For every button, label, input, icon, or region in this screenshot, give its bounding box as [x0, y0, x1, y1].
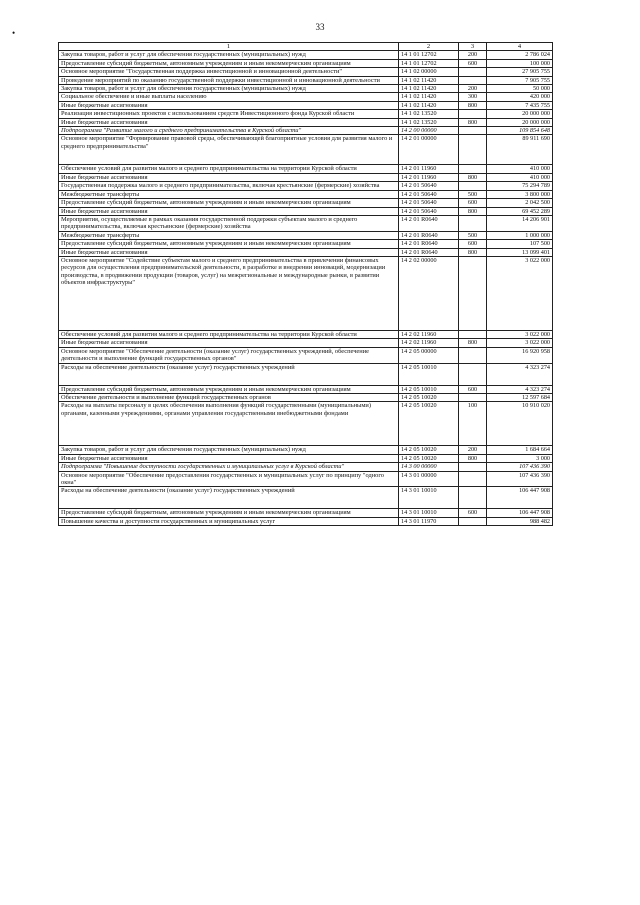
- row-expense-type-cell: 200: [459, 51, 487, 59]
- row-sum-cell: 3 022 000: [487, 256, 553, 330]
- row-expense-type-cell: 200: [459, 85, 487, 93]
- row-name-cell: Иные бюджетные ассигнования: [59, 173, 399, 181]
- margin-dot: •: [12, 28, 16, 38]
- table-row: [59, 487, 553, 509]
- page-number: 33: [315, 22, 325, 32]
- row-sum-cell: 3 800 000: [487, 190, 553, 198]
- row-name-cell: Основное мероприятие "Обеспечение предоставления государственных и муниципальных услуг по принципу "одного окна": [59, 471, 399, 487]
- row-expense-type-cell: [459, 517, 487, 525]
- row-expense-type-cell: 600: [459, 59, 487, 67]
- row-code-cell: 14 2 01 11960: [399, 173, 459, 181]
- row-name-cell: Иные бюджетные ассигнования: [59, 248, 399, 256]
- row-expense-type-cell: [459, 182, 487, 190]
- row-sum-cell: 106 447 908: [487, 509, 553, 517]
- row-expense-type-cell: [459, 127, 487, 135]
- row-code-cell: 14 3 01 10010: [399, 509, 459, 517]
- table-row: [59, 68, 553, 76]
- row-expense-type-cell: [459, 463, 487, 471]
- row-name-cell: Расходы на выплаты персоналу в целях обеспечения выполнения функций государственными (муниципальными) органами, казенными учреждениями, органами управления государственными внебюджетными фондами: [59, 402, 399, 446]
- row-sum-cell: 75 294 789: [487, 182, 553, 190]
- row-name-cell: Подпрограмма "Развитие малого и среднего предпринимательства в Курской области": [59, 127, 399, 135]
- row-sum-cell: 13 099 401: [487, 248, 553, 256]
- row-expense-type-cell: [459, 215, 487, 231]
- table-row: [59, 240, 553, 248]
- row-code-cell: 14 2 05 10020: [399, 402, 459, 446]
- table-body: [59, 51, 553, 526]
- row-sum-cell: 14 206 901: [487, 215, 553, 231]
- row-code-cell: 14 2 01 R0640: [399, 240, 459, 248]
- row-code-cell: 14 2 01 R0640: [399, 248, 459, 256]
- row-sum-cell: 410 000: [487, 165, 553, 173]
- table-row: [59, 199, 553, 207]
- row-name-cell: Социальное обеспечение и иные выплаты населению: [59, 93, 399, 101]
- row-expense-type-cell: 500: [459, 231, 487, 239]
- row-code-cell: 14 2 05 10020: [399, 454, 459, 462]
- table-row: [59, 101, 553, 109]
- table-row: [59, 402, 553, 446]
- row-expense-type-cell: 600: [459, 199, 487, 207]
- table-row: [59, 446, 553, 454]
- row-expense-type-cell: [459, 487, 487, 509]
- table-row: [59, 393, 553, 401]
- row-sum-cell: 2 786 024: [487, 51, 553, 59]
- row-expense-type-cell: [459, 165, 487, 173]
- table-row: [59, 85, 553, 93]
- row-expense-type-cell: 600: [459, 385, 487, 393]
- row-expense-type-cell: [459, 471, 487, 487]
- row-sum-cell: 4 323 274: [487, 363, 553, 385]
- row-code-cell: 14 2 05 10010: [399, 385, 459, 393]
- row-name-cell: Предоставление субсидий бюджетным, автономным учреждениям и иным некоммерческим организациям: [59, 509, 399, 517]
- row-code-cell: 14 2 05 00000: [399, 347, 459, 363]
- row-code-cell: 14 2 01 R0640: [399, 215, 459, 231]
- row-name-cell: Иные бюджетные ассигнования: [59, 101, 399, 109]
- table-row: [59, 248, 553, 256]
- table-row: [59, 509, 553, 517]
- row-sum-cell: 4 323 274: [487, 385, 553, 393]
- row-name-cell: Основное мероприятие "Государственная поддержка инвестиционной и инновационной деятельности": [59, 68, 399, 76]
- row-sum-cell: 10 910 020: [487, 402, 553, 446]
- row-expense-type-cell: 800: [459, 101, 487, 109]
- row-sum-cell: 2 042 500: [487, 199, 553, 207]
- row-name-cell: Иные бюджетные ассигнования: [59, 454, 399, 462]
- row-sum-cell: 420 000: [487, 93, 553, 101]
- table-row: [59, 118, 553, 126]
- row-name-cell: Закупка товаров, работ и услуг для обеспечения государственных (муниципальных) нужд: [59, 85, 399, 93]
- row-expense-type-cell: 800: [459, 207, 487, 215]
- row-code-cell: 14 2 05 10010: [399, 363, 459, 385]
- row-name-cell: Основное мероприятие "Формирование правовой среды, обеспечивающей благоприятные условия для развития малого и среднего предпринимательства": [59, 135, 399, 165]
- row-expense-type-cell: [459, 76, 487, 84]
- row-name-cell: Предоставление субсидий бюджетным, автономным учреждениям и иным некоммерческим организациям: [59, 59, 399, 67]
- row-code-cell: 14 2 02 00000: [399, 256, 459, 330]
- row-expense-type-cell: [459, 393, 487, 401]
- row-name-cell: Обеспечение условий для развития малого и среднего предпринимательства на территории Курской области: [59, 165, 399, 173]
- row-code-cell: 14 1 02 11420: [399, 93, 459, 101]
- table-row: [59, 347, 553, 363]
- row-code-cell: 14 2 05 10020: [399, 393, 459, 401]
- row-code-cell: 14 1 01 12702: [399, 51, 459, 59]
- row-expense-type-cell: 600: [459, 509, 487, 517]
- row-name-cell: Предоставление субсидий бюджетным, автономным учреждениям и иным некоммерческим организациям: [59, 199, 399, 207]
- row-name-cell: Закупка товаров, работ и услуг для обеспечения государственных (муниципальных) нужд: [59, 51, 399, 59]
- row-code-cell: 14 1 02 13520: [399, 110, 459, 118]
- row-code-cell: 14 2 02 11960: [399, 330, 459, 338]
- row-code-cell: 14 2 05 10020: [399, 446, 459, 454]
- row-sum-cell: 16 920 958: [487, 347, 553, 363]
- table-row: [59, 135, 553, 165]
- table-row: [59, 385, 553, 393]
- row-code-cell: 14 3 01 10010: [399, 487, 459, 509]
- row-name-cell: Проведение мероприятий по оказанию государственной поддержки инвестиционной и инновационной деятельности: [59, 76, 399, 84]
- row-name-cell: Обеспечение деятельности и выполнение функций государственных органов: [59, 393, 399, 401]
- row-name-cell: Иные бюджетные ассигнования: [59, 339, 399, 347]
- row-sum-cell: 89 911 690: [487, 135, 553, 165]
- row-name-cell: Иные бюджетные ассигнования: [59, 207, 399, 215]
- row-name-cell: Государственная поддержка малого и среднего предпринимательства, включая крестьянские (фермерские) хозяйства: [59, 182, 399, 190]
- row-sum-cell: 3 022 000: [487, 330, 553, 338]
- row-expense-type-cell: 800: [459, 118, 487, 126]
- row-code-cell: 14 2 02 11960: [399, 339, 459, 347]
- row-name-cell: Подпрограмма "Повышение доступности государственных и муниципальных услуг в Курской области": [59, 463, 399, 471]
- row-expense-type-cell: 800: [459, 339, 487, 347]
- row-code-cell: 14 1 01 12702: [399, 59, 459, 67]
- table-row: [59, 256, 553, 330]
- row-name-cell: Расходы на обеспечение деятельности (оказание услуг) государственных учреждений: [59, 487, 399, 509]
- row-sum-cell: 410 000: [487, 173, 553, 181]
- table-row: [59, 215, 553, 231]
- row-code-cell: 14 2 01 11960: [399, 165, 459, 173]
- table-row: [59, 190, 553, 198]
- row-name-cell: Реализация инвестиционных проектов с использованием средств Инвестиционного фонда Курской области: [59, 110, 399, 118]
- row-name-cell: Мероприятия, осуществляемые в рамках оказания государственной поддержки субъектам малого и среднего предпринимательства, включая крестьянские (фермерские) хозяйства: [59, 215, 399, 231]
- table-row: [59, 51, 553, 59]
- table-row: [59, 59, 553, 67]
- row-code-cell: 14 1 02 13520: [399, 118, 459, 126]
- table-row: [59, 330, 553, 338]
- row-code-cell: 14 2 01 00000: [399, 135, 459, 165]
- table-row: [59, 182, 553, 190]
- row-sum-cell: 20 000 000: [487, 118, 553, 126]
- row-code-cell: 14 2 01 50640: [399, 199, 459, 207]
- table-row: [59, 339, 553, 347]
- row-sum-cell: 3 000: [487, 454, 553, 462]
- row-code-cell: 14 1 02 11420: [399, 85, 459, 93]
- row-expense-type-cell: [459, 330, 487, 338]
- row-expense-type-cell: [459, 135, 487, 165]
- row-sum-cell: 988 482: [487, 517, 553, 525]
- row-expense-type-cell: [459, 347, 487, 363]
- header-col-4: 4: [487, 43, 553, 51]
- row-name-cell: Основное мероприятие "Обеспечение деятельности (оказание услуг) государственных учреждений, обеспечение деятельности и выполнение функций государственных органов": [59, 347, 399, 363]
- row-expense-type-cell: 600: [459, 240, 487, 248]
- row-name-cell: Межбюджетные трансферты: [59, 231, 399, 239]
- row-code-cell: 14 1 02 11420: [399, 76, 459, 84]
- row-sum-cell: 20 000 000: [487, 110, 553, 118]
- row-name-cell: Предоставление субсидий бюджетным, автономным учреждениям и иным некоммерческим организациям: [59, 240, 399, 248]
- row-sum-cell: 3 022 000: [487, 339, 553, 347]
- table-row: [59, 110, 553, 118]
- row-sum-cell: 12 597 684: [487, 393, 553, 401]
- row-code-cell: 14 3 00 00000: [399, 463, 459, 471]
- row-expense-type-cell: 100: [459, 402, 487, 446]
- row-code-cell: 14 2 01 50640: [399, 207, 459, 215]
- header-col-3: 3: [459, 43, 487, 51]
- table-row: [59, 93, 553, 101]
- row-sum-cell: 106 447 908: [487, 487, 553, 509]
- row-sum-cell: 1 000 000: [487, 231, 553, 239]
- row-sum-cell: 7 435 755: [487, 101, 553, 109]
- row-name-cell: Иные бюджетные ассигнования: [59, 118, 399, 126]
- budget-table: [58, 42, 553, 526]
- row-sum-cell: 27 905 755: [487, 68, 553, 76]
- table-row: [59, 463, 553, 471]
- table-row: [59, 231, 553, 239]
- row-expense-type-cell: 200: [459, 446, 487, 454]
- row-code-cell: 14 2 01 50640: [399, 190, 459, 198]
- table-row: [59, 76, 553, 84]
- table-row: [59, 363, 553, 385]
- row-sum-cell: 107 436 390: [487, 463, 553, 471]
- row-name-cell: Расходы на обеспечение деятельности (оказание услуг) государственных учреждений: [59, 363, 399, 385]
- table-row: [59, 517, 553, 525]
- row-name-cell: Основное мероприятие "Содействие субъектам малого и среднего предпринимательства в привлечении финансовых ресурсов для осуществления предпринимательской деятельности, в разработке и внедрении инноваций, модернизации производства, в продвижении продукции (товаров, услуг) на межрегиональные и международные рынки, в развитии объектов инфраструктуры": [59, 256, 399, 330]
- row-expense-type-cell: 800: [459, 173, 487, 181]
- row-code-cell: 14 3 01 00000: [399, 471, 459, 487]
- header-col-2: 2: [399, 43, 459, 51]
- row-expense-type-cell: [459, 363, 487, 385]
- header-col-1: 1: [59, 43, 399, 51]
- table-row: [59, 454, 553, 462]
- row-code-cell: 14 1 02 00000: [399, 68, 459, 76]
- table-header-row: [59, 43, 553, 51]
- row-name-cell: Повышение качества и доступности государственных и муниципальных услуг: [59, 517, 399, 525]
- row-sum-cell: 1 684 664: [487, 446, 553, 454]
- table-row: [59, 127, 553, 135]
- table-row: [59, 207, 553, 215]
- row-code-cell: 14 3 01 11970: [399, 517, 459, 525]
- row-sum-cell: 100 000: [487, 59, 553, 67]
- row-sum-cell: 7 905 755: [487, 76, 553, 84]
- row-expense-type-cell: [459, 110, 487, 118]
- row-expense-type-cell: 800: [459, 454, 487, 462]
- row-code-cell: 14 1 02 11420: [399, 101, 459, 109]
- row-expense-type-cell: [459, 256, 487, 330]
- row-sum-cell: 109 854 648: [487, 127, 553, 135]
- row-sum-cell: 69 452 289: [487, 207, 553, 215]
- row-name-cell: Обеспечение условий для развития малого и среднего предпринимательства на территории Курской области: [59, 330, 399, 338]
- row-code-cell: 14 2 00 00000: [399, 127, 459, 135]
- table-row: [59, 173, 553, 181]
- row-sum-cell: 107 436 390: [487, 471, 553, 487]
- row-name-cell: Межбюджетные трансферты: [59, 190, 399, 198]
- row-code-cell: 14 2 01 R0640: [399, 231, 459, 239]
- row-sum-cell: 107 500: [487, 240, 553, 248]
- row-expense-type-cell: [459, 68, 487, 76]
- row-code-cell: 14 2 01 50640: [399, 182, 459, 190]
- row-expense-type-cell: 500: [459, 190, 487, 198]
- row-sum-cell: 50 000: [487, 85, 553, 93]
- row-name-cell: Закупка товаров, работ и услуг для обеспечения государственных (муниципальных) нужд: [59, 446, 399, 454]
- row-expense-type-cell: 300: [459, 93, 487, 101]
- row-expense-type-cell: 800: [459, 248, 487, 256]
- table-row: [59, 165, 553, 173]
- table-row: [59, 471, 553, 487]
- row-name-cell: Предоставление субсидий бюджетным, автономным учреждениям и иным некоммерческим организациям: [59, 385, 399, 393]
